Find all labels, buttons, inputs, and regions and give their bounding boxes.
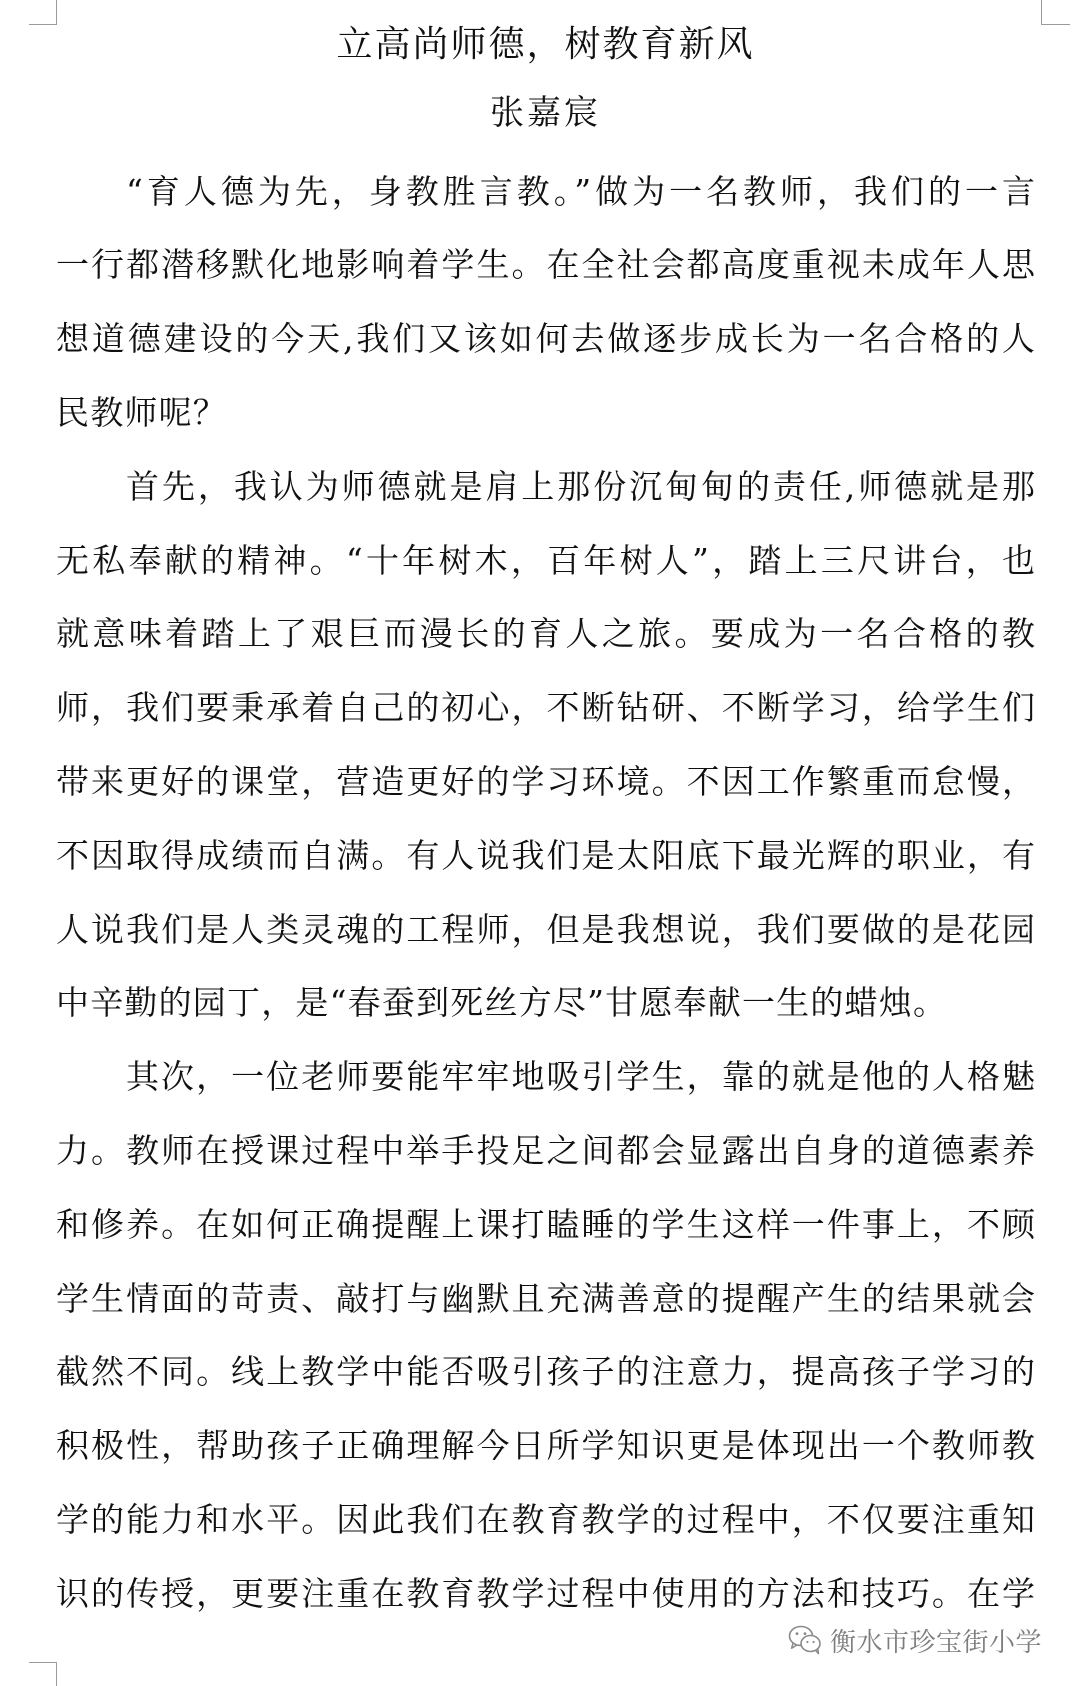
text-line: 不因取得成绩而自满。有人说我们是太阳底下最光辉的职业，有 xyxy=(56,835,1035,875)
text-line: 中辛勤的园丁，是“春蚕到死丝方尽”甘愿奉献一生的蜡烛。 xyxy=(56,983,948,1023)
text-line: 师，我们要秉承着自己的初心，不断钻研、不断学习，给学生们 xyxy=(56,688,1035,728)
text-line: “育人德为先，身教胜言教。”做为一名教师，我们的一言 xyxy=(126,171,1035,211)
text-line: 识的传授，更要注重在教育教学过程中使用的方法和技巧。在学 xyxy=(56,1573,1035,1613)
paragraph xyxy=(56,1040,1035,1630)
crop-mark-line xyxy=(1041,24,1070,25)
text-line: 学生情面的苛责、敲打与幽默且充满善意的提醒产生的结果就会 xyxy=(56,1278,1035,1318)
text-line: 积极性，帮助孩子正确理解今日所学知识更是体现出一个教师教 xyxy=(56,1426,1035,1466)
text-line: 截然不同。线上教学中能否吸引孩子的注意力，提高孩子学习的 xyxy=(56,1352,1035,1392)
text-line: 就意味着踏上了艰巨而漫长的育人之旅。要成为一名合格的教 xyxy=(56,614,1035,654)
text-line: 其次，一位老师要能牢牢地吸引学生，靠的就是他的人格魅 xyxy=(126,1057,1035,1097)
wechat-icon xyxy=(788,1625,822,1655)
document-body xyxy=(56,155,1035,1631)
text-line: 力。教师在授课过程中举手投足之间都会显露出自身的道德素养 xyxy=(56,1130,1035,1170)
text-line: 一行都潜移默化地影响着学生。在全社会都高度重视未成年人思 xyxy=(56,245,1035,285)
paragraph xyxy=(56,155,1035,450)
text-line: 带来更好的课堂，营造更好的学习环境。不因工作繁重而怠慢， xyxy=(56,761,1035,801)
crop-mark-line xyxy=(1041,0,1042,24)
paragraph xyxy=(56,450,1035,1040)
crop-mark-line xyxy=(56,1662,57,1686)
crop-mark-line xyxy=(29,1662,57,1663)
author-name: 张嘉宸 xyxy=(490,93,601,133)
text-line: 人说我们是人类灵魂的工程师，但是我想说，我们要做的是花园 xyxy=(56,909,1035,949)
watermark xyxy=(788,1623,1042,1657)
text-line: 民教师呢？ xyxy=(56,392,227,432)
crop-mark-line xyxy=(29,24,57,25)
text-line: 和修养。在如何正确提醒上课打瞌睡的学生这样一件事上，不顾 xyxy=(56,1204,1035,1244)
text-line: 学的能力和水平。因此我们在教育教学的过程中，不仅要注重知 xyxy=(56,1499,1035,1539)
text-line: 无私奉献的精神。“十年树木，百年树人”，踏上三尺讲台，也 xyxy=(56,540,1035,580)
watermark-text: 衡水市珍宝街小学 xyxy=(830,1627,1043,1658)
document-title: 立高尚师德，树教育新风 xyxy=(336,24,755,65)
text-line: 想道德建设的今天,我们又该如何去做逐步成长为一名合格的人 xyxy=(56,319,1035,359)
text-line: 首先，我认为师德就是肩上那份沉甸甸的责任,师德就是那 xyxy=(126,466,1035,506)
